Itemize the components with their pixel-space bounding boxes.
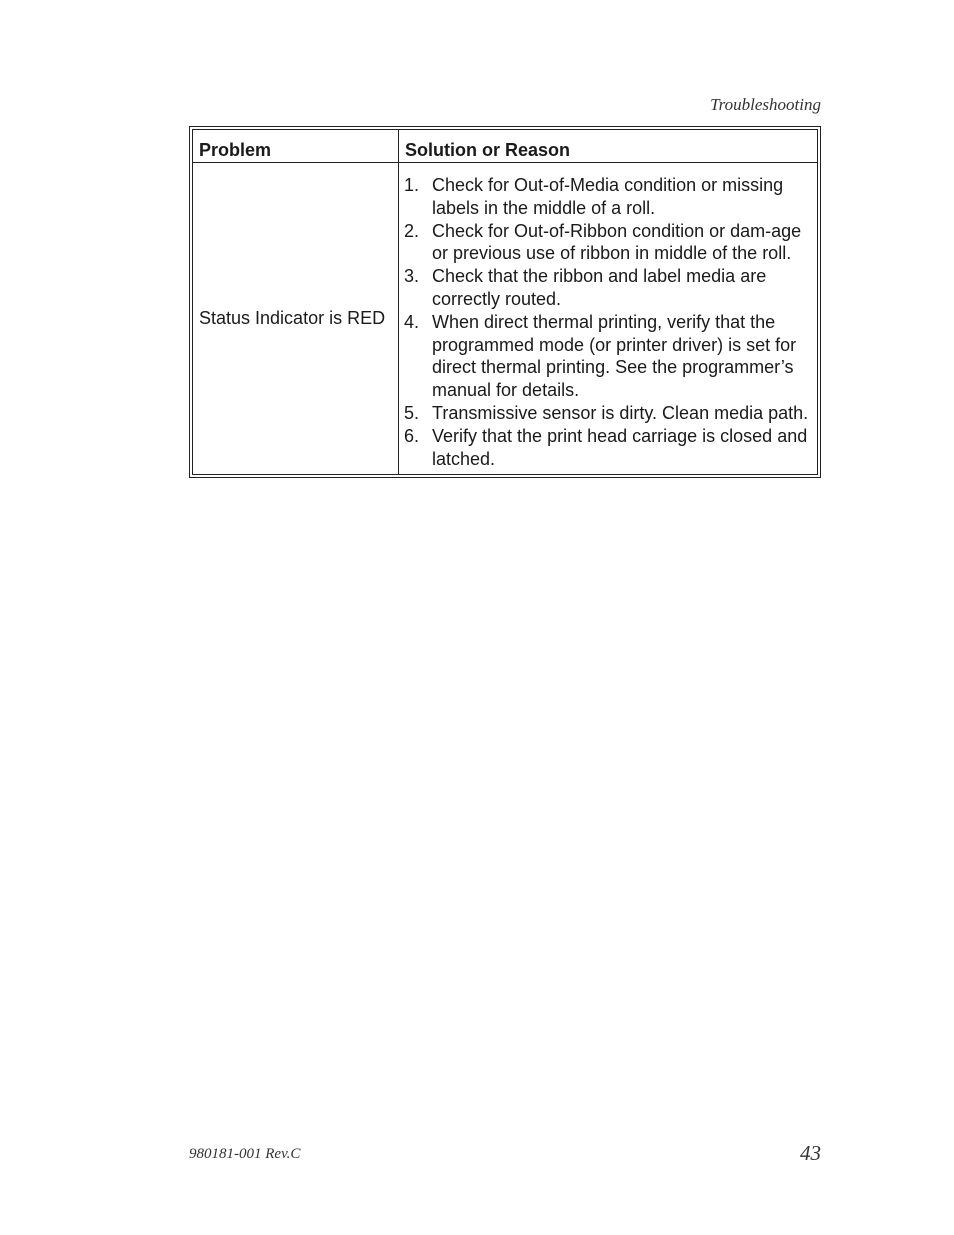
solution-item	[404, 220, 813, 266]
solution-text: Verify that the print head carriage is closed and latched.	[432, 425, 808, 469]
page-number: 43	[800, 1141, 821, 1165]
solution-text: Transmissive sensor is dirty. Clean media path.	[432, 402, 809, 423]
table-row	[193, 163, 818, 475]
solution-list	[404, 174, 813, 470]
problem-solution-table	[192, 129, 818, 475]
solution-number: 3.	[404, 266, 420, 287]
solution-item	[404, 311, 813, 402]
solution-number: 1.	[404, 175, 420, 195]
solution-number: 6.	[404, 425, 420, 446]
solution-item	[404, 174, 813, 220]
solution-text: When direct thermal printing, verify that the programmed mode (or printer driver) is set for direct thermal printing. See the programmer’s manual for details.	[432, 311, 797, 401]
table-header-row	[193, 130, 818, 163]
column-header-problem: Problem	[193, 130, 399, 163]
solution-text: Check for Out-of-Media condition or missing labels in the middle of a roll.	[432, 175, 784, 218]
solution-text: Check for Out-of-Ribbon condition or dam-age or previous use of ribbon in middle of the roll.	[432, 220, 802, 264]
solution-number: 5.	[404, 402, 420, 423]
solution-number: 4.	[404, 311, 420, 332]
solution-item	[404, 265, 813, 311]
solution-item	[404, 425, 813, 471]
solution-text: Check that the ribbon and label media are correctly routed.	[432, 266, 767, 309]
solution-number: 2.	[404, 220, 420, 241]
running-head: Troubleshooting	[710, 95, 821, 114]
troubleshooting-table	[189, 126, 821, 478]
solution-item	[404, 402, 813, 425]
document-number: 980181-001 Rev.C	[189, 1146, 301, 1162]
column-header-solution: Solution or Reason	[399, 130, 818, 163]
solution-cell	[399, 163, 818, 475]
problem-cell: Status Indicator is RED	[193, 163, 399, 475]
